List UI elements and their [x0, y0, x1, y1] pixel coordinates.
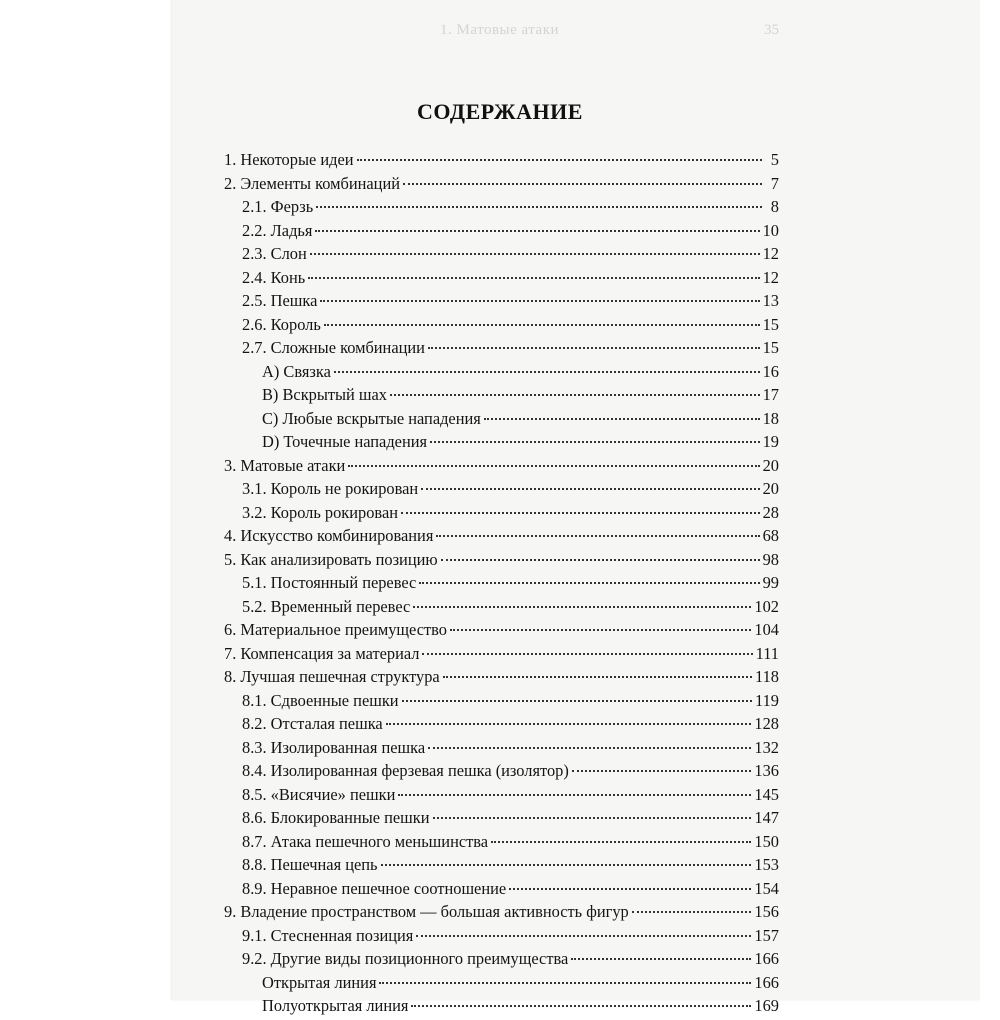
dot-leader	[334, 371, 760, 373]
toc-entry-label: 8. Лучшая пешечная структура	[224, 667, 440, 686]
dot-leader	[316, 206, 762, 208]
toc-entry	[224, 409, 779, 433]
toc-entry	[224, 926, 779, 950]
page-title: СОДЕРЖАНИЕ	[417, 98, 583, 124]
toc-entry-label: 8.7. Атака пешечного меньшинства	[242, 831, 489, 851]
toc-entry	[224, 785, 779, 809]
toc-entry-label: Полуоткрытая линия	[262, 996, 409, 1015]
show-through-page-number: 35	[764, 22, 779, 38]
toc-entry	[224, 362, 779, 386]
toc-entry-label: 9. Владение пространством — большая активность фигур	[224, 902, 629, 921]
toc-entry	[224, 973, 779, 997]
toc-entry-label: A) Связка	[262, 361, 331, 381]
table-of-contents	[224, 150, 779, 1020]
toc-entry	[224, 197, 779, 221]
dot-leader	[315, 230, 759, 232]
toc-entry	[224, 714, 779, 738]
show-through-running-title: 1. Матовые атаки	[440, 22, 560, 38]
toc-entry	[224, 174, 779, 198]
toc-entry-page-number: 104	[754, 620, 779, 639]
toc-entry-label: 2.4. Конь	[242, 267, 306, 287]
dot-leader	[436, 535, 759, 537]
toc-entry	[224, 597, 779, 621]
dot-leader	[390, 394, 760, 396]
dot-leader	[401, 512, 760, 514]
toc-entry-page-number: 102	[754, 596, 779, 616]
toc-entry-label: 7. Компенсация за материал	[224, 643, 420, 663]
toc-entry-page-number: 10	[762, 220, 779, 240]
toc-entry-label: 3.2. Король рокирован	[242, 502, 399, 522]
toc-entry-page-number: 119	[755, 690, 779, 710]
toc-entry-page-number: 166	[754, 972, 779, 992]
toc-entry-page-number: 15	[762, 338, 779, 357]
dot-leader	[422, 653, 752, 655]
toc-entry-label: 8.6. Блокированные пешки	[242, 808, 430, 827]
dot-leader	[430, 441, 760, 443]
toc-entry-label: C) Любые вскрытые нападения	[262, 408, 481, 428]
toc-entry-label: 8.9. Неравное пешечное соотношение	[242, 878, 507, 898]
toc-entry-page-number: 8	[770, 197, 779, 216]
toc-entry-label: 3.1. Король не рокирован	[242, 479, 419, 498]
toc-entry	[224, 644, 779, 668]
toc-entry-label: 2.3. Слон	[242, 244, 307, 263]
toc-entry	[224, 761, 779, 785]
toc-entry	[224, 949, 779, 973]
dot-leader	[413, 606, 751, 608]
toc-entry-page-number: 20	[762, 455, 779, 475]
dot-leader	[308, 277, 759, 279]
dot-leader	[324, 324, 760, 326]
toc-entry-page-number: 19	[762, 432, 779, 451]
toc-entry-page-number: 153	[754, 855, 779, 874]
toc-entry-label: 2.6. Король	[242, 314, 321, 334]
toc-entry-label: 2. Элементы комбинаций	[224, 173, 400, 193]
toc-entry-page-number: 157	[754, 925, 779, 945]
toc-entry	[224, 291, 779, 315]
dot-leader	[310, 253, 760, 255]
toc-entry	[224, 244, 779, 268]
toc-entry	[224, 385, 779, 409]
toc-entry	[224, 268, 779, 292]
toc-entry-label: 9.1. Стесненная позиция	[242, 925, 414, 945]
toc-entry-page-number: 169	[754, 996, 779, 1015]
dot-leader	[403, 183, 762, 185]
toc-entry-page-number: 28	[762, 502, 779, 522]
toc-entry-page-number: 5	[770, 150, 779, 169]
toc-entry-label: 2.1. Ферзь	[242, 197, 314, 216]
toc-entry-page-number: 145	[754, 784, 779, 804]
toc-entry-page-number: 7	[770, 173, 779, 193]
dot-leader	[357, 159, 763, 161]
dot-leader	[443, 676, 752, 678]
toc-entry	[224, 503, 779, 527]
toc-entry-page-number: 18	[762, 408, 779, 428]
toc-entry-label: 5.1. Постоянный перевес	[242, 573, 417, 592]
dot-leader	[320, 300, 759, 302]
dot-leader	[398, 794, 751, 796]
dot-leader	[484, 418, 760, 420]
toc-entry-label: 5. Как анализировать позицию	[224, 549, 438, 569]
dot-leader	[428, 747, 751, 749]
toc-entry-page-number: 136	[754, 761, 779, 780]
dot-leader	[386, 723, 752, 725]
dot-leader	[491, 841, 751, 843]
toc-entry	[224, 832, 779, 856]
toc-entry-label: 8.1. Сдвоенные пешки	[242, 690, 399, 710]
toc-entry-label: 8.8. Пешечная цепь	[242, 855, 378, 874]
toc-entry-page-number: 15	[762, 314, 779, 334]
toc-entry-label: 3. Матовые атаки	[224, 455, 346, 475]
toc-entry	[224, 879, 779, 903]
toc-entry-label: 9.2. Другие виды позиционного преимущества	[242, 949, 569, 968]
toc-entry	[224, 667, 779, 691]
toc-entry-label: Открытая линия	[262, 972, 377, 992]
dot-leader	[441, 559, 760, 561]
toc-entry-page-number: 156	[754, 902, 779, 921]
toc-entry-page-number: 132	[754, 737, 779, 757]
toc-entry-page-number: 20	[762, 479, 779, 498]
toc-entry-page-number: 17	[762, 385, 779, 404]
toc-entry	[224, 456, 779, 480]
dot-leader	[348, 465, 759, 467]
dot-leader	[571, 958, 751, 960]
toc-entry	[224, 479, 779, 503]
toc-entry-page-number: 68	[762, 526, 779, 545]
toc-entry	[224, 620, 779, 644]
toc-entry-page-number: 118	[755, 667, 779, 686]
toc-entry-label: 2.7. Сложные комбинации	[242, 338, 425, 357]
toc-entry-page-number: 98	[762, 549, 779, 569]
toc-entry	[224, 855, 779, 879]
toc-entry	[224, 432, 779, 456]
toc-entry-page-number: 166	[754, 949, 779, 968]
toc-entry-page-number: 16	[762, 361, 779, 381]
toc-entry-label: 2.5. Пешка	[242, 291, 318, 310]
toc-entry-page-number: 147	[754, 808, 779, 827]
dot-leader	[379, 982, 751, 984]
toc-entry-label: B) Вскрытый шах	[262, 385, 388, 404]
toc-entry-label: 8.2. Отсталая пешка	[242, 714, 383, 733]
toc-entry	[224, 338, 779, 362]
toc-entry-label: D) Точечные нападения	[262, 432, 428, 451]
toc-entry-label: 8.4. Изолированная ферзевая пешка (изолятор)	[242, 761, 569, 780]
dot-leader	[416, 935, 751, 937]
dot-leader	[433, 817, 752, 819]
dot-leader	[381, 864, 752, 866]
dot-leader	[402, 700, 752, 702]
toc-entry	[224, 550, 779, 574]
toc-entry-label: 8.3. Изолированная пешка	[242, 737, 426, 757]
toc-entry-label: 2.2. Ладья	[242, 220, 313, 240]
toc-entry-page-number: 128	[754, 714, 779, 733]
dot-leader	[419, 582, 759, 584]
toc-entry-label: 1. Некоторые идеи	[224, 150, 354, 169]
dot-leader	[572, 770, 752, 772]
dot-leader	[450, 629, 751, 631]
toc-entry	[224, 738, 779, 762]
toc-entry-label: 6. Материальное преимущество	[224, 620, 447, 639]
toc-entry-page-number: 12	[762, 267, 779, 287]
toc-entry	[224, 691, 779, 715]
toc-entry-page-number: 111	[755, 643, 779, 663]
toc-entry	[224, 221, 779, 245]
dot-leader	[411, 1005, 751, 1007]
toc-entry-page-number: 12	[762, 244, 779, 263]
toc-entry-page-number: 150	[754, 831, 779, 851]
toc-entry	[224, 808, 779, 832]
dot-leader	[421, 488, 759, 490]
toc-entry	[224, 573, 779, 597]
dot-leader	[509, 888, 751, 890]
toc-entry-label: 8.5. «Висячие» пешки	[242, 784, 396, 804]
toc-entry-label: 4. Искусство комбинирования	[224, 526, 434, 545]
toc-entry-page-number: 154	[754, 878, 779, 898]
toc-entry	[224, 526, 779, 550]
dot-leader	[428, 347, 760, 349]
toc-entry	[224, 902, 779, 926]
dot-leader	[632, 911, 752, 913]
toc-entry-page-number: 13	[762, 291, 779, 310]
toc-entry-page-number: 99	[762, 573, 779, 592]
toc-entry	[224, 150, 779, 174]
toc-entry	[224, 315, 779, 339]
toc-entry-label: 5.2. Временный перевес	[242, 596, 411, 616]
